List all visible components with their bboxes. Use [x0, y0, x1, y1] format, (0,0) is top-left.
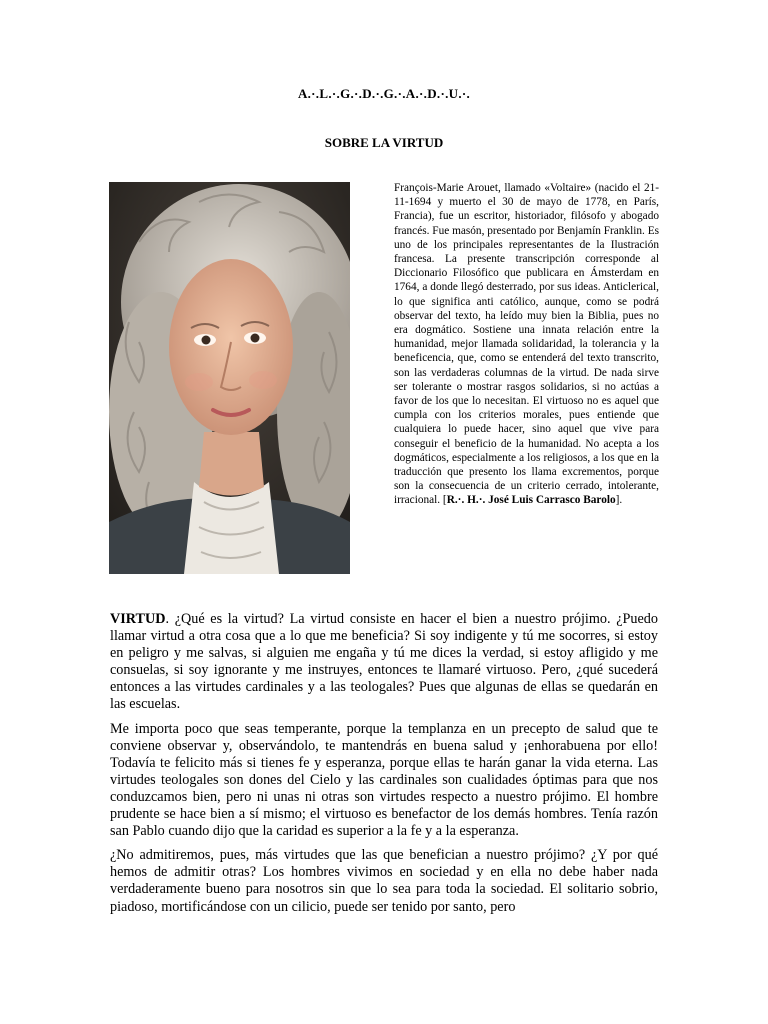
paragraph-3: ¿No admitiremos, pues, más virtudes que las que benefician a nuestro prójimo? ¿Y por qué hemos de admitir otras? Los hombres vivimos en sociedad y en ella no debe haber nada verdaderamente bueno para nosotros sin que lo sea para toda la sociedad. El solitario sobrio, piadoso, mortificándose con un cilicio, puede ser tenido por santo, pero — [110, 847, 658, 915]
voltaire-portrait — [109, 182, 350, 574]
biography-paragraph — [394, 181, 659, 508]
document-title: SOBRE LA VIRTUD — [324, 135, 444, 150]
lead-word: VIRTUD — [110, 611, 166, 627]
paragraph-1-text: . ¿Qué es la virtud? La virtud consiste en hacer el bien a nuestro prójimo. ¿Puedo llamar virtud a otra cosa que a lo que me beneficia? Si soy indigente y tú me socorres, si estoy en peligro y me salvas, si alguien me engaña y tú me dices la verdad, si estoy afligido y me consuelas, si soy ignorante y me instruyes, entonces te llamaré virtuoso. Pero, ¿qué sucederá entonces a las virtudes cardinales y a las teologales? Pues que algunas de ellas se quedarán en las escuelas. — [110, 611, 658, 713]
paragraph-1 — [110, 611, 658, 714]
biography-closing: ]. — [615, 494, 623, 507]
main-text — [110, 611, 658, 923]
paragraph-2: Me importa poco que seas temperante, porque la templanza en un precepto de salud que te conviene observar y, observándolo, te mantendrás en buena salud y ¡enhorabuena por ello! Todavía te felicito más si tienes fe y esperanza, porque ellas te harán ganar la vida eterna. Las virtudes teologales son dones del Cielo y las cardinales son cualidades óptimas para que nos conduzcamos bien, pero ni unas ni otras son virtudes respecto a nuestro prójimo. El hombre prudente se hace bien a sí mismo; el virtuoso es benefactor de los demás hombres. Tenía razón san Pablo cuando dijo que la caridad es superior a la fe y a la esperanza. — [110, 720, 658, 840]
biography-signature: R.·. H.·. José Luis Carrasco Barolo — [446, 494, 616, 507]
biography-text: François-Marie Arouet, llamado «Voltaire» (nacido el 21-11-1694 y muerto el 30 de mayo de 1778, en París, Francia), fue un escritor, historiador, filósofo y abogado francés. Fue masón, presentado por Benjamín Franklin. Es uno de los principales representantes de la Ilustración francesa. La presente transcripción corresponde al Diccionario Filosófico que publicara en Ámsterdam en 1764, a donde llegó desterrado, por sus ideas. Anticlerical, lo que significa anti católico, aunque, como se podrá observar del texto, ha leído muy bien la Biblia, pues no era dogmático. Sostiene una innata relación entre la humanidad, mejor llamada solidaridad, la tolerancia y la beneficencia, que, como se entenderá del texto transcrito, son las verdaderas columnas de la virtud. De nada sirve ser tolerante o mostrar rasgos solidarios, si no actúas a favor de los que lo necesitan. El virtuoso no es aquel que cumpla con los criterios morales, pues entiende que cualquiera lo puede hacer, sino aquel que vive para conseguir el beneficio de la humanidad. No acepta a los dogmáticos, especialmente a los religiosos, a los que en la traducción que presento los llama excrementos, porque son la consecuencia de un criterio cerrado, intolerante, irracional. [ — [394, 182, 659, 507]
lodge-header: A.·.L.·.G.·.D.·.G.·.A.·.D.·.U.·. — [297, 86, 471, 101]
